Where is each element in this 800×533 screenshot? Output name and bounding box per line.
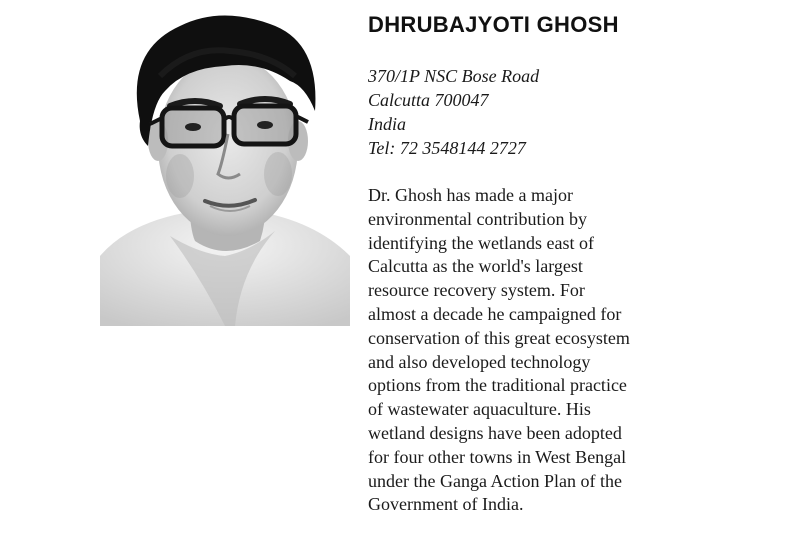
bio-line: environmental contribution by [368,208,587,229]
bio-line: identifying the wetlands east of [368,232,594,253]
bio-line: Dr. Ghosh has made a major [368,185,573,205]
bio-line: options from the traditional practice [368,375,627,396]
bio-line: Calcutta as the world's largest [368,256,583,277]
address-telephone: Tel: 72 3548144 2727 [368,138,526,158]
bio-line: resource recovery system. For [368,280,585,301]
address-city: Calcutta 700047 [368,90,489,110]
address-block [368,64,788,160]
portrait-photo [100,6,350,326]
bio-line: for four other towns in West Bengal [368,446,627,467]
portrait-illustration [100,6,350,326]
bio-line: wetland designs have been adopted [368,422,622,443]
address-country: India [368,114,406,134]
bio-line: Government of India. [368,494,524,515]
profile-content [368,10,788,517]
bio-line: almost a decade he campaigned for [368,303,622,324]
biography-paragraph [368,184,788,517]
profile-name: DHRUBAJYOTI GHOSH [368,12,619,37]
bio-line: under the Ganga Action Plan of the [368,470,622,491]
address-street: 370/1P NSC Bose Road [368,66,540,86]
bio-line: and also developed technology [368,351,591,372]
bio-line: of wastewater aquaculture. His [368,399,591,420]
bio-line: conservation of this great ecosystem [368,327,630,348]
